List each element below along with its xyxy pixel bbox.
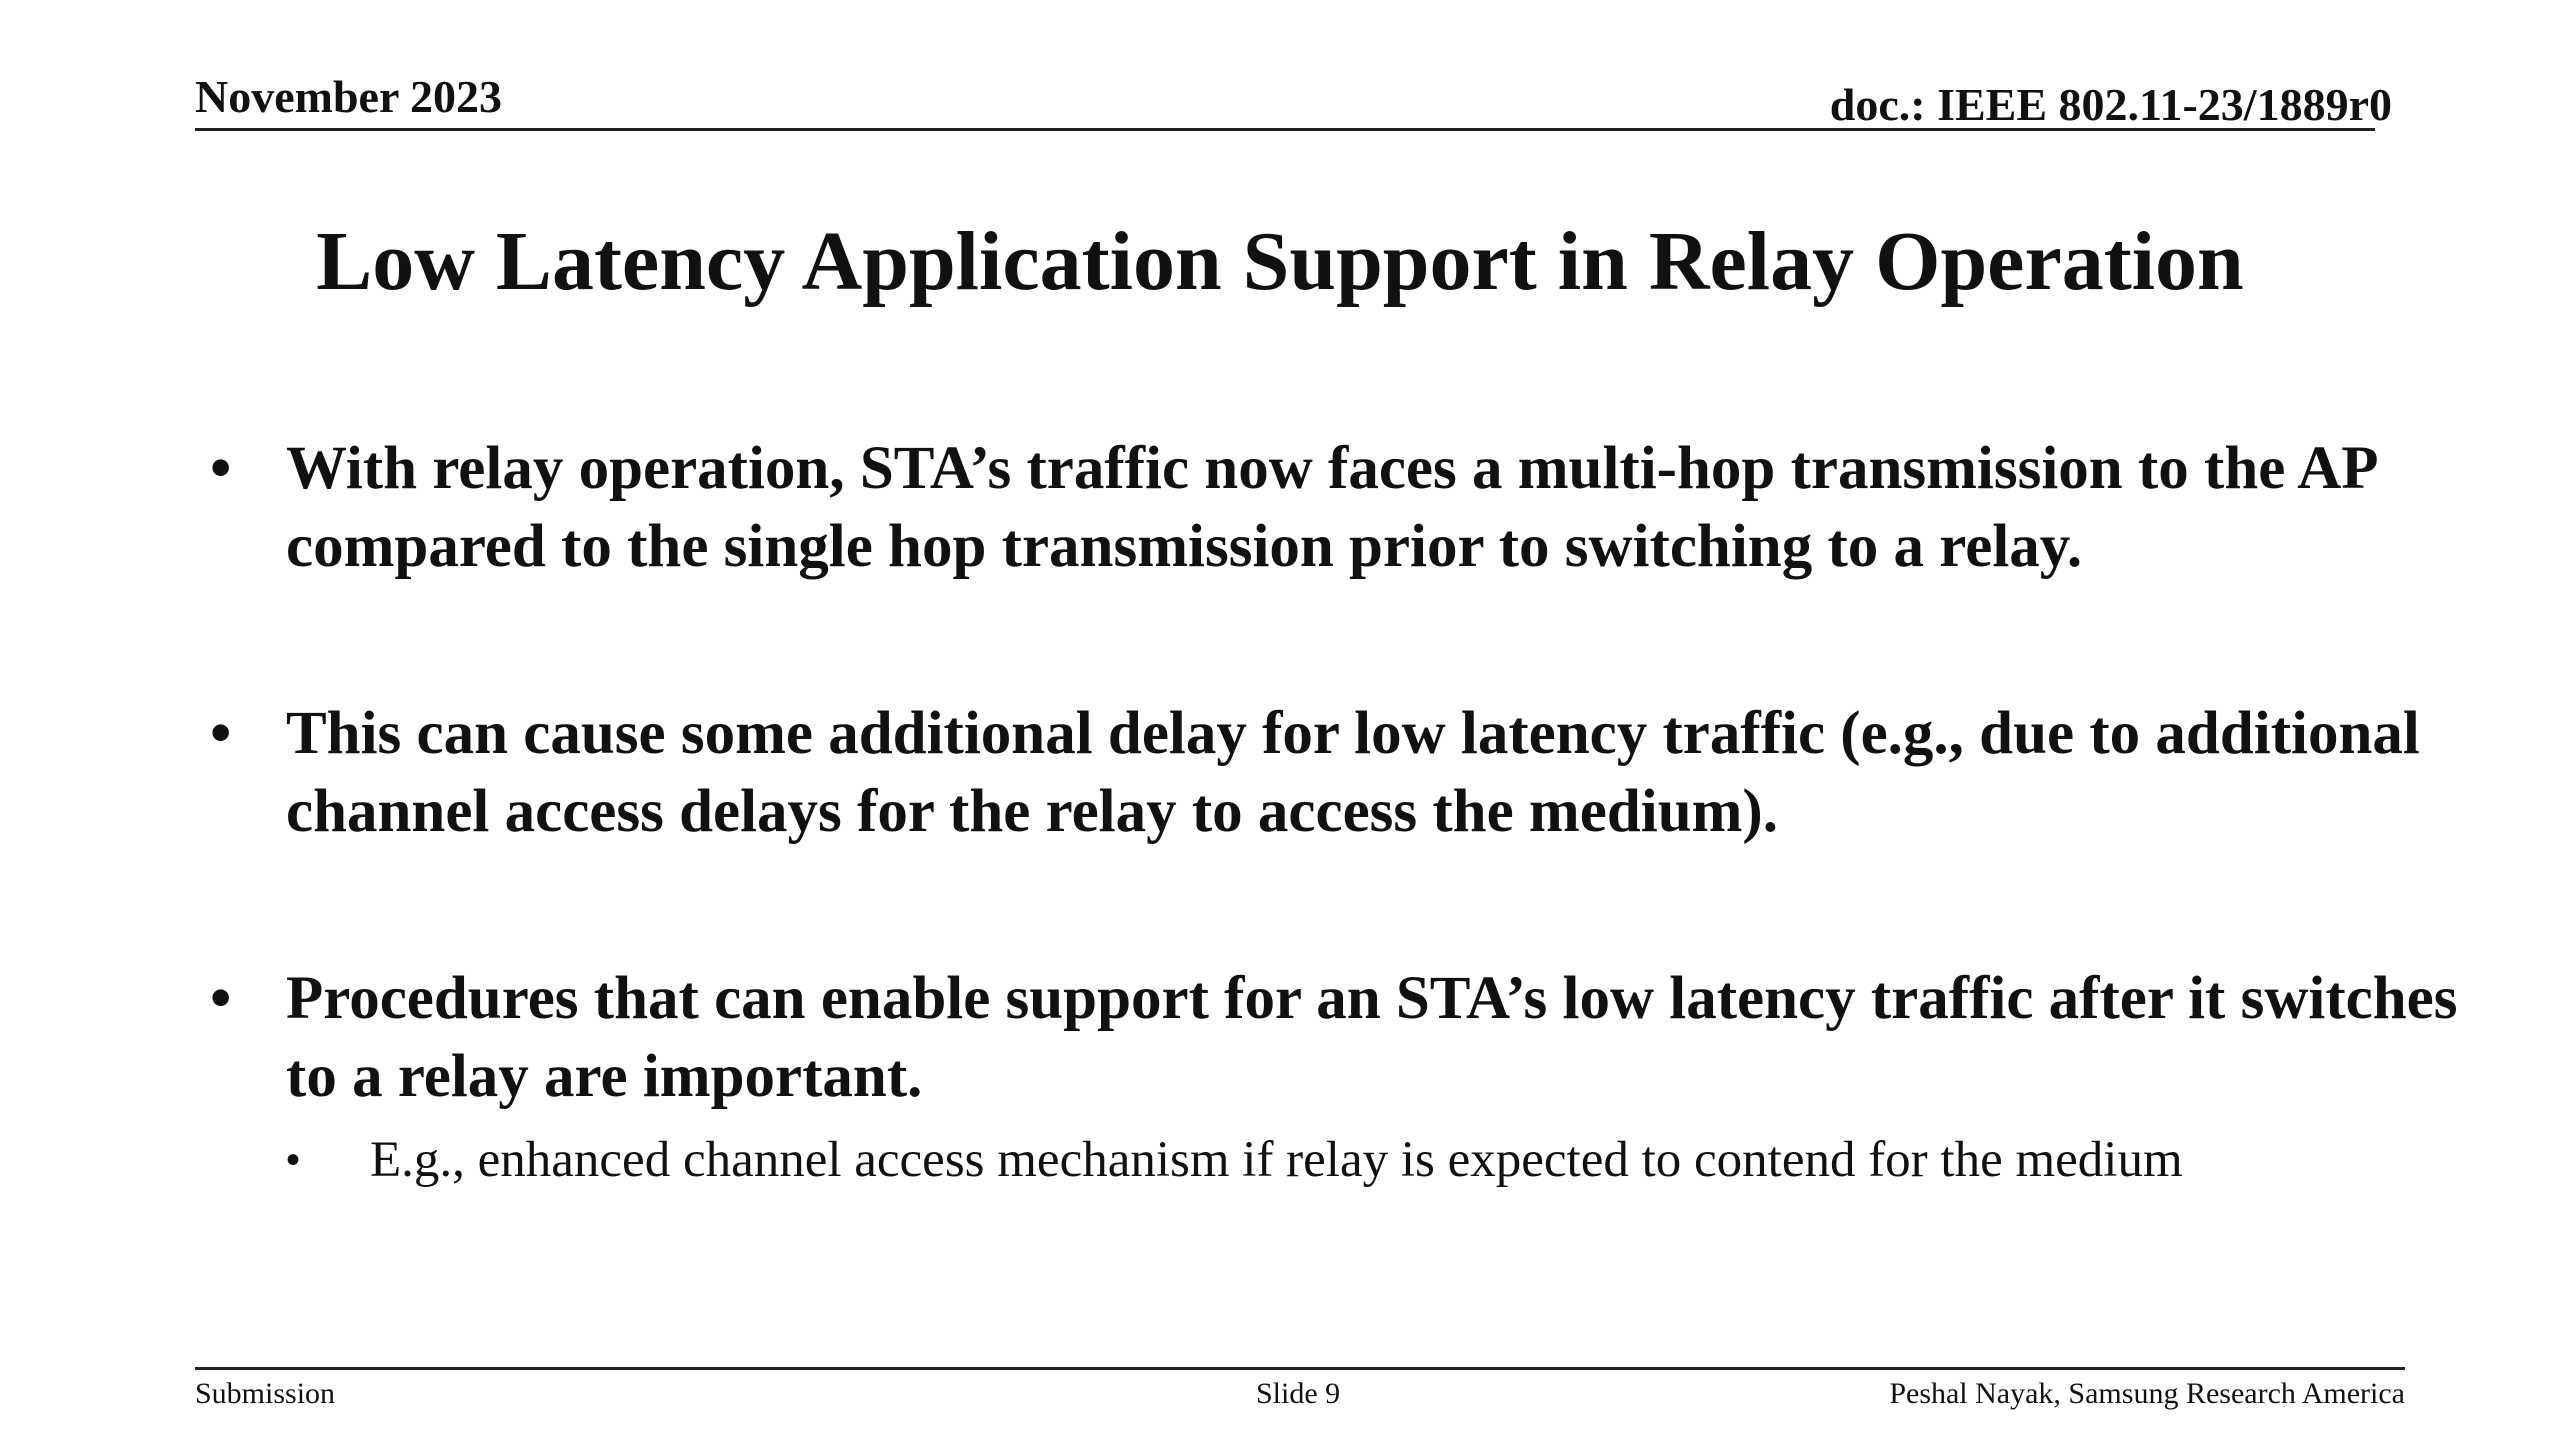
bullet-list <box>210 430 2470 1194</box>
bullet-item <box>210 960 2470 1194</box>
footer-submission: Submission <box>195 1377 336 1410</box>
sub-bullet-text: E.g., enhanced channel access mechanism if relay is expected to contend for the medium <box>370 1132 2183 1188</box>
bullet-marker: • <box>210 435 232 502</box>
bullet-marker: • <box>210 965 232 1032</box>
header-doc-id: doc.: IEEE 802.11-23/1889r0 <box>1829 79 2392 130</box>
slide-title: Low Latency Application Support in Relay Operation <box>316 215 2244 308</box>
sub-bullet-marker: • <box>286 1137 301 1182</box>
header-date: November 2023 <box>195 71 503 122</box>
sub-bullet-item <box>286 1126 2470 1194</box>
footer-author: Peshal Nayak, Samsung Research America <box>1889 1377 2405 1410</box>
bullet-item <box>210 430 2470 586</box>
bullet-text: Procedures that can enable support for an STA’s low latency traffic after it switches to a relay are important. <box>286 965 2458 1110</box>
header-divider <box>195 128 2375 131</box>
footer-slide-number: Slide 9 <box>1256 1377 1341 1410</box>
bullet-marker: • <box>210 700 232 767</box>
bullet-text: With relay operation, STA’s traffic now faces a multi-hop transmission to the AP compared to the single hop transmission prior to switching to a relay. <box>286 435 2376 580</box>
bullet-item <box>210 695 2470 851</box>
footer-divider <box>195 1367 2405 1370</box>
bullet-text: This can cause some additional delay for low latency traffic (e.g., due to additional channel access delays for the relay to access the medium). <box>286 700 2420 845</box>
